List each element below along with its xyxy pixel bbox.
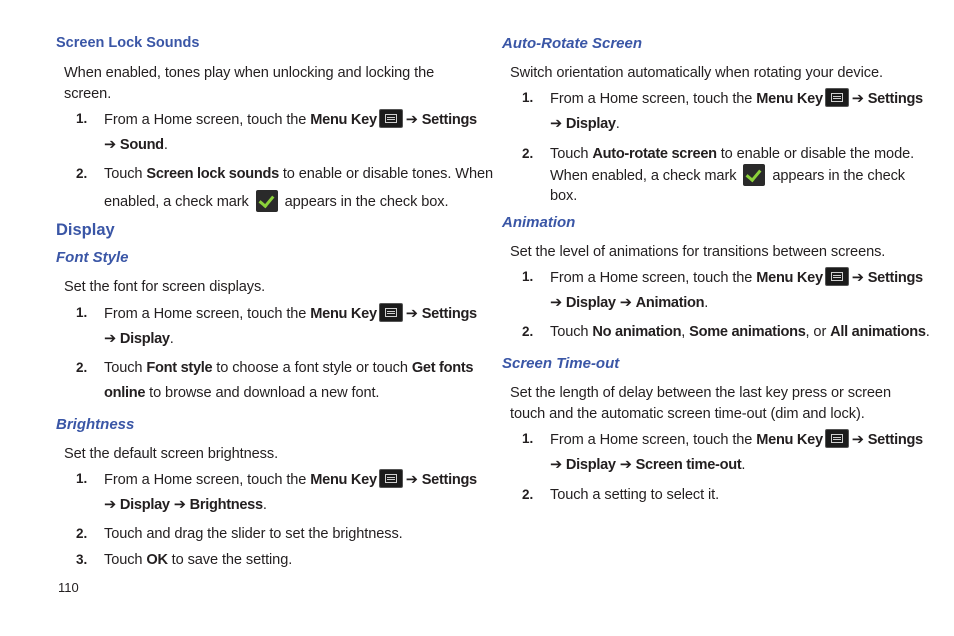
step-text: to browse and download a new font. — [145, 385, 380, 401]
period: . — [741, 457, 746, 473]
period: . — [615, 116, 620, 132]
arrow-icon: ➔ — [173, 497, 186, 513]
auto-rotate-step1-line1 — [550, 88, 923, 110]
step-number: 2. — [76, 166, 88, 181]
step-text: enabled, a check mark — [104, 194, 253, 210]
font-style-step2-line2 — [104, 383, 379, 404]
font-style-step1-line1 — [104, 303, 477, 325]
step-text: , or — [805, 324, 831, 340]
step-number: 2. — [76, 360, 88, 375]
animation-heading: Animation — [502, 214, 576, 231]
brightness-heading: Brightness — [56, 416, 135, 433]
step-number: 1. — [76, 111, 88, 126]
screen-timeout-heading: Screen Time-out — [502, 355, 620, 372]
display-label: Display — [565, 116, 616, 132]
menu-key-label: Menu Key — [310, 112, 377, 128]
arrow-icon: ➔ — [851, 91, 864, 107]
period: . — [163, 137, 168, 153]
settings-label: Settings — [867, 270, 923, 286]
step-number: 1. — [522, 431, 534, 446]
arrow-icon: ➔ — [104, 331, 116, 347]
step-text: When enabled, a check mark — [550, 168, 741, 184]
screen-timeout-intro-line2: touch and the automatic screen time-out (dim and lock). — [510, 406, 865, 422]
brightness-step2: Touch and drag the slider to set the brightness. — [104, 526, 403, 542]
display-label: Display — [119, 497, 170, 513]
period: . — [262, 497, 267, 513]
screen-lock-sounds-heading: Screen Lock Sounds — [56, 35, 200, 51]
screen-lock-sounds-intro-line1: When enabled, tones play when unlocking and locking the — [64, 65, 435, 81]
step-text: to choose a font style or touch — [212, 360, 412, 376]
font-style-step2-line1 — [104, 358, 473, 379]
screen-timeout-step1-line2 — [550, 455, 745, 476]
animation-step1-line1 — [550, 267, 923, 289]
step-text: Touch — [550, 324, 593, 340]
online-label: online — [104, 385, 146, 401]
screen-lock-sounds-step1-line1 — [104, 109, 477, 131]
step-number: 2. — [76, 526, 88, 541]
screen-lock-sounds-intro-line2: screen. — [64, 86, 112, 102]
font-style-label: Font style — [146, 360, 213, 376]
step-text: Touch — [550, 146, 593, 162]
period: . — [169, 331, 174, 347]
menu-key-icon — [379, 303, 403, 322]
arrow-icon: ➔ — [851, 270, 864, 286]
get-fonts-label: Get fonts — [411, 360, 474, 376]
step-text: From a Home screen, touch the — [104, 112, 311, 128]
step-number: 3. — [76, 552, 88, 567]
screen-lock-sounds-label: Screen lock sounds — [146, 166, 279, 182]
screen-lock-sounds-step2-line1 — [104, 164, 493, 185]
menu-key-icon — [825, 429, 849, 448]
auto-rotate-heading: Auto-Rotate Screen — [502, 35, 643, 52]
brightness-step1-line1 — [104, 469, 477, 491]
brightness-intro: Set the default screen brightness. — [64, 446, 279, 462]
step-number: 1. — [522, 269, 534, 284]
screen-lock-sounds-step2-line2 — [104, 190, 448, 213]
period: . — [925, 324, 930, 340]
step-text: , — [681, 324, 690, 340]
some-animations-label: Some animations — [689, 324, 806, 340]
step-number: 1. — [522, 90, 534, 105]
arrow-icon: ➔ — [104, 137, 116, 153]
menu-key-label: Menu Key — [310, 472, 377, 488]
arrow-icon: ➔ — [405, 306, 418, 322]
screen-timeout-label: Screen time-out — [635, 457, 742, 473]
display-label: Display — [565, 295, 616, 311]
arrow-icon: ➔ — [405, 472, 418, 488]
menu-key-label: Menu Key — [756, 270, 823, 286]
display-label: Display — [119, 331, 170, 347]
step-text: From a Home screen, touch the — [550, 432, 757, 448]
step-text: to save the setting. — [167, 552, 293, 568]
step-text: appears in the check — [768, 168, 906, 184]
step-text: From a Home screen, touch the — [550, 91, 757, 107]
arrow-icon: ➔ — [104, 497, 116, 513]
auto-rotate-step2-line1 — [550, 144, 914, 165]
step-text: to enable or disable tones. When — [278, 166, 494, 182]
step-number: 2. — [522, 146, 534, 161]
step-text: Touch — [104, 360, 147, 376]
screen-timeout-step1-line1 — [550, 429, 923, 451]
animation-step1-line2 — [550, 293, 708, 314]
auto-rotate-screen-label: Auto-rotate screen — [592, 146, 717, 162]
settings-label: Settings — [867, 432, 923, 448]
menu-key-icon — [379, 469, 403, 488]
brightness-step3 — [104, 550, 292, 571]
display-heading: Display — [56, 221, 115, 239]
step-number: 2. — [522, 487, 534, 502]
step-number: 1. — [76, 305, 88, 320]
step-text: From a Home screen, touch the — [550, 270, 757, 286]
auto-rotate-step2-line3: box. — [550, 188, 578, 204]
check-mark-icon — [256, 190, 278, 212]
brightness-label: Brightness — [189, 497, 263, 513]
period: . — [704, 295, 709, 311]
font-style-intro: Set the font for screen displays. — [64, 279, 266, 295]
step-text: From a Home screen, touch the — [104, 472, 311, 488]
arrow-icon: ➔ — [550, 295, 562, 311]
menu-key-icon — [379, 109, 403, 128]
step-text: Touch — [104, 166, 147, 182]
settings-label: Settings — [421, 306, 477, 322]
no-animation-label: No animation — [592, 324, 682, 340]
animation-label: Animation — [635, 295, 705, 311]
screen-timeout-step2: Touch a setting to select it. — [550, 487, 720, 503]
arrow-icon: ➔ — [619, 295, 632, 311]
step-text: Touch — [104, 552, 147, 568]
step-text: From a Home screen, touch the — [104, 306, 311, 322]
brightness-step1-line2 — [104, 495, 267, 516]
menu-key-icon — [825, 267, 849, 286]
auto-rotate-step2-line2 — [550, 164, 905, 187]
page-number: 110 — [58, 580, 79, 595]
step-text: to enable or disable the mode. — [716, 146, 915, 162]
step-text: appears in the check box. — [280, 194, 449, 210]
arrow-icon: ➔ — [619, 457, 632, 473]
display-label: Display — [565, 457, 616, 473]
sound-label: Sound — [119, 137, 164, 153]
all-animations-label: All animations — [830, 324, 926, 340]
settings-label: Settings — [867, 91, 923, 107]
animation-step2 — [550, 322, 930, 343]
menu-key-label: Menu Key — [310, 306, 377, 322]
screen-timeout-intro-line1: Set the length of delay between the last key press or screen — [510, 385, 891, 401]
ok-label: OK — [146, 552, 168, 568]
menu-key-icon — [825, 88, 849, 107]
arrow-icon: ➔ — [405, 112, 418, 128]
font-style-step1-line2 — [104, 329, 174, 350]
arrow-icon: ➔ — [550, 116, 562, 132]
settings-label: Settings — [421, 472, 477, 488]
auto-rotate-step1-line2 — [550, 114, 620, 135]
menu-key-label: Menu Key — [756, 432, 823, 448]
screen-lock-sounds-step1-line2 — [104, 135, 168, 156]
arrow-icon: ➔ — [851, 432, 864, 448]
settings-label: Settings — [421, 112, 477, 128]
check-mark-icon — [743, 164, 765, 186]
arrow-icon: ➔ — [550, 457, 562, 473]
step-number: 2. — [522, 324, 534, 339]
auto-rotate-intro: Switch orientation automatically when rotating your device. — [510, 65, 883, 81]
animation-intro: Set the level of animations for transitions between screens. — [510, 244, 886, 260]
step-number: 1. — [76, 471, 88, 486]
font-style-heading: Font Style — [56, 249, 129, 266]
menu-key-label: Menu Key — [756, 91, 823, 107]
